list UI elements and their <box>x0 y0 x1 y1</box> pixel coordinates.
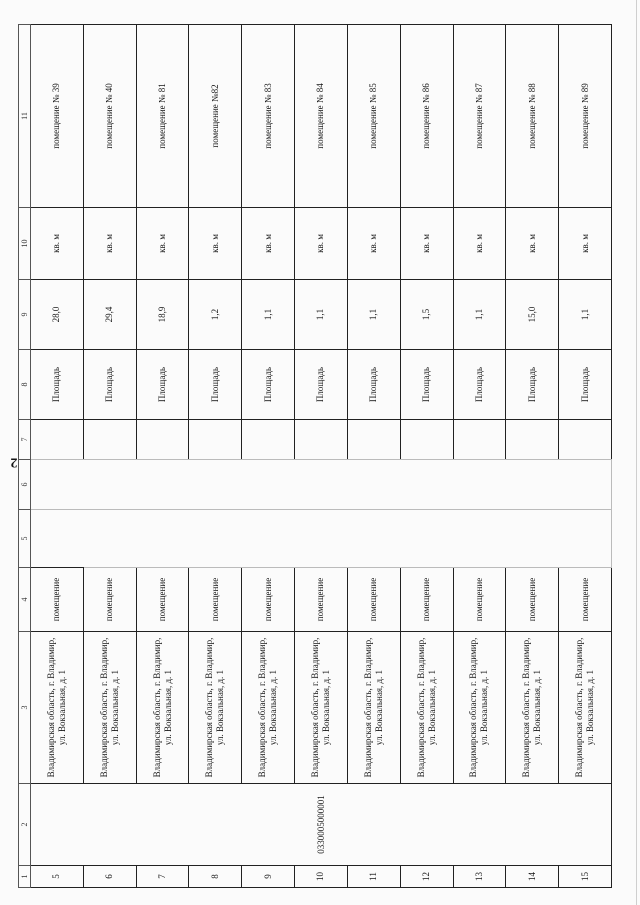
empty-column-7 <box>453 420 506 460</box>
unit-cell: кв. м <box>242 208 295 280</box>
row-number: 6 <box>83 866 136 888</box>
room-name-cell: помещение № 83 <box>242 25 295 208</box>
empty-column-6 <box>31 460 612 510</box>
area-value-cell: 28,0 <box>31 280 84 350</box>
parameter-cell: Площадь <box>242 350 295 420</box>
row-number: 8 <box>189 866 242 888</box>
parameter-cell: Площадь <box>347 350 400 420</box>
address-cell: Владимирская область, г. Владимир, ул. Вокзальная, д. 1 <box>189 632 242 784</box>
column-number-row <box>19 25 31 888</box>
property-register-table <box>18 24 612 888</box>
unit-cell: кв. м <box>189 208 242 280</box>
column-number: 2 <box>19 784 31 866</box>
address-cell: Владимирская область, г. Владимир, ул. Вокзальная, д. 1 <box>242 632 295 784</box>
column-number: 7 <box>19 420 31 460</box>
empty-column-7 <box>400 420 453 460</box>
row-number: 9 <box>242 866 295 888</box>
unit-cell: кв. м <box>453 208 506 280</box>
area-value-cell: 1,1 <box>242 280 295 350</box>
table-row <box>136 25 189 888</box>
area-value-cell: 1,1 <box>453 280 506 350</box>
object-type-cell: помещение <box>400 568 453 632</box>
row-number: 13 <box>453 866 506 888</box>
address-cell: Владимирская область, г. Владимир, ул. Вокзальная, д. 1 <box>559 632 612 784</box>
column-number: 8 <box>19 350 31 420</box>
column-number: 1 <box>19 866 31 888</box>
room-name-cell: помещение № 39 <box>31 25 84 208</box>
empty-column-7 <box>242 420 295 460</box>
unit-cell: кв. м <box>400 208 453 280</box>
parameter-cell: Площадь <box>295 350 348 420</box>
empty-column-7 <box>189 420 242 460</box>
object-type-cell: помещение <box>242 568 295 632</box>
table-row <box>83 25 136 888</box>
table-row <box>347 25 400 888</box>
column-number: 6 <box>19 460 31 510</box>
room-name-cell: помещение № 84 <box>295 25 348 208</box>
parameter-cell: Площадь <box>136 350 189 420</box>
column-number: 3 <box>19 632 31 784</box>
object-type-cell: помещение <box>559 568 612 632</box>
object-type-cell: помещение <box>506 568 559 632</box>
parameter-cell: Площадь <box>400 350 453 420</box>
address-cell: Владимирская область, г. Владимир, ул. Вокзальная, д. 1 <box>453 632 506 784</box>
room-name-cell: помещение № 40 <box>83 25 136 208</box>
parameter-cell: Площадь <box>31 350 84 420</box>
page-mark: 2 <box>10 454 18 470</box>
table-row <box>189 25 242 888</box>
unit-cell: кв. м <box>83 208 136 280</box>
table-row <box>559 25 612 888</box>
parameter-cell: Площадь <box>559 350 612 420</box>
room-name-cell: помещение №82 <box>189 25 242 208</box>
parameter-cell: Площадь <box>453 350 506 420</box>
row-number: 14 <box>506 866 559 888</box>
object-type-cell: помещение <box>295 568 348 632</box>
object-type-cell: помещение <box>83 568 136 632</box>
parameter-cell: Площадь <box>189 350 242 420</box>
room-name-cell: помещение № 85 <box>347 25 400 208</box>
table-row <box>31 25 84 888</box>
table-row <box>295 25 348 888</box>
table-row <box>506 25 559 888</box>
column-number: 4 <box>19 568 31 632</box>
address-cell: Владимирская область, г. Владимир, ул. Вокзальная, д. 1 <box>400 632 453 784</box>
row-number: 12 <box>400 866 453 888</box>
cadastral-code: 0330005000001 <box>31 784 612 866</box>
area-value-cell: 1,1 <box>347 280 400 350</box>
unit-cell: кв. м <box>295 208 348 280</box>
room-name-cell: помещение № 89 <box>559 25 612 208</box>
column-number: 5 <box>19 510 31 568</box>
room-name-cell: помещение № 87 <box>453 25 506 208</box>
empty-column-5 <box>31 510 612 568</box>
empty-column-7 <box>295 420 348 460</box>
area-value-cell: 1,1 <box>295 280 348 350</box>
address-cell: Владимирская область, г. Владимир, ул. Вокзальная, д. 1 <box>31 632 84 784</box>
object-type-cell: помещение <box>347 568 400 632</box>
unit-cell: кв. м <box>31 208 84 280</box>
object-type-cell: помещение <box>453 568 506 632</box>
area-value-cell: 15,0 <box>506 280 559 350</box>
row-number: 5 <box>31 866 84 888</box>
unit-cell: кв. м <box>506 208 559 280</box>
parameter-cell: Площадь <box>83 350 136 420</box>
address-cell: Владимирская область, г. Владимир, ул. Вокзальная, д. 1 <box>295 632 348 784</box>
area-value-cell: 1,5 <box>400 280 453 350</box>
room-name-cell: помещение № 81 <box>136 25 189 208</box>
empty-column-7 <box>136 420 189 460</box>
object-type-cell: помещение <box>189 568 242 632</box>
unit-cell: кв. м <box>559 208 612 280</box>
empty-column-7 <box>506 420 559 460</box>
row-number: 10 <box>295 866 348 888</box>
area-value-cell: 18,9 <box>136 280 189 350</box>
unit-cell: кв. м <box>347 208 400 280</box>
parameter-cell: Площадь <box>506 350 559 420</box>
address-cell: Владимирская область, г. Владимир, ул. Вокзальная, д. 1 <box>83 632 136 784</box>
object-type-cell: помещение <box>136 568 189 632</box>
area-value-cell: 29,4 <box>83 280 136 350</box>
column-number: 11 <box>19 25 31 208</box>
address-cell: Владимирская область, г. Владимир, ул. Вокзальная, д. 1 <box>506 632 559 784</box>
empty-column-7 <box>559 420 612 460</box>
row-number: 7 <box>136 866 189 888</box>
row-number: 11 <box>347 866 400 888</box>
area-value-cell: 1,1 <box>559 280 612 350</box>
row-number: 15 <box>559 866 612 888</box>
empty-column-7 <box>347 420 400 460</box>
table-row <box>453 25 506 888</box>
column-number: 10 <box>19 208 31 280</box>
area-value-cell: 1,2 <box>189 280 242 350</box>
address-cell: Владимирская область, г. Владимир, ул. Вокзальная, д. 1 <box>347 632 400 784</box>
table-row <box>400 25 453 888</box>
column-number: 9 <box>19 280 31 350</box>
room-name-cell: помещение № 86 <box>400 25 453 208</box>
empty-column-7 <box>31 420 84 460</box>
room-name-cell: помещение № 88 <box>506 25 559 208</box>
unit-cell: кв. м <box>136 208 189 280</box>
table-row <box>242 25 295 888</box>
address-cell: Владимирская область, г. Владимир, ул. Вокзальная, д. 1 <box>136 632 189 784</box>
empty-column-7 <box>83 420 136 460</box>
object-type-cell: помещение <box>31 568 84 632</box>
